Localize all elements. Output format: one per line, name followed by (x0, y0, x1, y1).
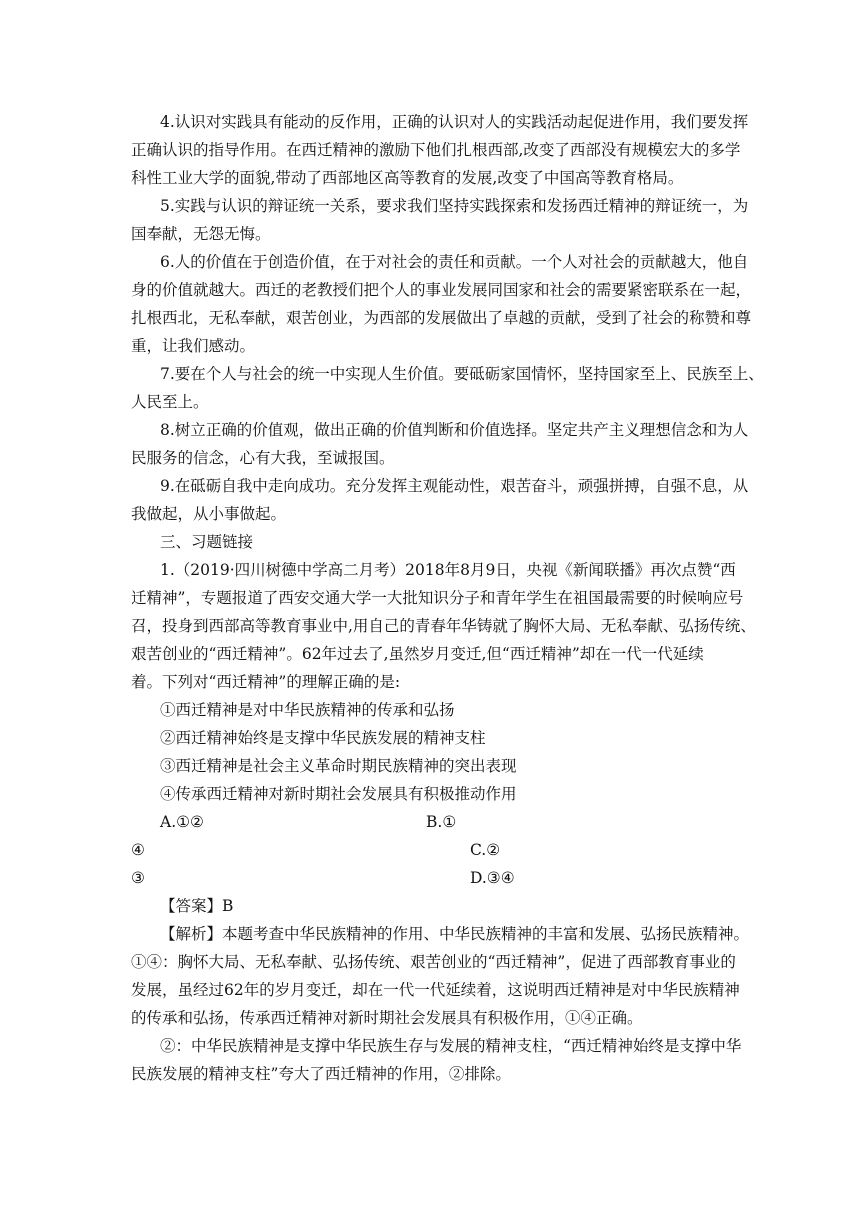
text-line: 6.人的价值在于创造价值，在于对社会的责任和贡献。一个人对社会的贡献越大，他自 (160, 253, 749, 271)
option-b: B.① (426, 813, 457, 831)
question-stem: 迁精神”，专题报道了西安交通大学一大批知识分子和青年学生在祖国最需要的时候响应号 (131, 589, 744, 607)
text-line: 9.在砥砺自我中走向成功。充分发挥主观能动性，艰苦奋斗，顽强拼搏，自强不息，从 (160, 477, 749, 495)
option-b-continued: ④ (131, 841, 145, 859)
text-line: 身的价值就越大。西迁的老教授们把个人的事业发展同国家和社会的需要紧密联系在一起， (131, 281, 752, 299)
question-stem: 艰苦创业的“西迁精神”。62年过去了,虽然岁月变迁,但“西迁精神”却在一代一代延续 (131, 645, 704, 663)
option-c-continued: ③ (131, 869, 145, 887)
analysis: 民族发展的精神支柱”夸大了西迁精神的作用，②排除。 (131, 1065, 511, 1083)
analysis: 的传承和弘扬，传承西迁精神对新时期社会发展具有积极作用，①④正确。 (131, 1009, 643, 1027)
analysis: ②：中华民族精神是支撑中华民族生存与发展的精神支柱，“西迁精神始终是支撑中华 (160, 1037, 742, 1055)
text-line: 5.实践与认识的辩证统一关系，要求我们坚持实践探索和发扬西迁精神的辩证统一，为 (160, 197, 749, 215)
text-line: 我做起，从小事做起。 (131, 505, 287, 523)
option-c: C.② (470, 841, 501, 859)
text-line: 科性工业大学的面貌,带动了西部地区高等教育的发展,改变了中国高等教育格局。 (131, 169, 684, 187)
analysis: 发展，虽经过62年的岁月变迁，却在一代一代延续着，这说明西迁精神是对中华民族精神 (131, 981, 740, 999)
text-line: 民服务的信念，心有大我，至诚报国。 (131, 449, 395, 467)
question-stem: 1.（2019·四川树德中学高二月考）2018年8月9日，央视《新闻联播》再次点赞“西 (160, 561, 736, 579)
statement-item: ④传承西迁精神对新时期社会发展具有积极推动作用 (160, 785, 517, 803)
question-stem: 着。下列对“西迁精神”的理解正确的是: (131, 673, 401, 691)
option-d: D.③④ (470, 869, 515, 887)
text-line: 人民至上。 (131, 393, 209, 411)
text-line: 国奉献，无怨无悔。 (131, 225, 271, 243)
answer: 【答案】B (160, 897, 234, 915)
statement-item: ①西迁精神是对中华民族精神的传承和弘扬 (160, 701, 455, 719)
text-line: 7.要在个人与社会的统一中实现人生价值。要砥砺家国情怀，坚持国家至上、民族至上、 (160, 365, 764, 383)
question-stem: 召，投身到西部高等教育事业中,用自己的青春年华铸就了胸怀大局、无私奉献、弘扬传统、 (131, 617, 756, 635)
text-line: 扎根西北，无私奉献，艰苦创业，为西部的发展做出了卓越的贡献，受到了社会的称赞和尊 (131, 309, 752, 327)
analysis: 【解析】本题考查中华民族精神的作用、中华民族精神的丰富和发展、弘扬民族精神。 (160, 925, 750, 943)
text-line: 4.认识对实践具有能动的反作用，正确的认识对人的实践活动起促进作用，我们要发挥 (160, 113, 749, 131)
statement-item: ③西迁精神是社会主义革命时期民族精神的突出表现 (160, 757, 517, 775)
text-line: 8.树立正确的价值观，做出正确的价值判断和价值选择。坚定共产主义理想信念和为人 (160, 421, 749, 439)
text-line: 正确认识的指导作用。在西迁精神的激励下他们扎根西部,改变了西部没有规模宏大的多学 (131, 141, 741, 159)
statement-item: ②西迁精神始终是支撑中华民族发展的精神支柱 (160, 729, 486, 747)
section-heading: 三、习题链接 (160, 533, 254, 551)
analysis: ①④：胸怀大局、无私奉献、弘扬传统、艰苦创业的“西迁精神”，促进了西部教育事业的 (131, 953, 736, 971)
text-line: 重，让我们感动。 (131, 337, 256, 355)
option-a: A.①② (160, 813, 204, 831)
